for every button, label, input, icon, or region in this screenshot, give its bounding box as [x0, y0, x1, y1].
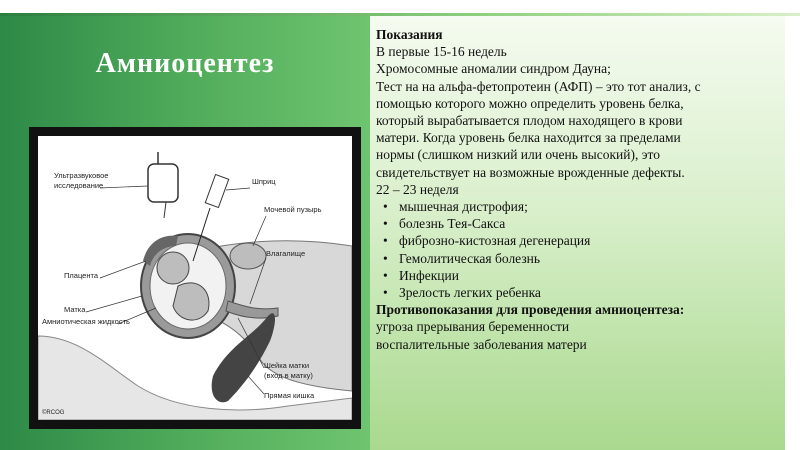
bladder-shape [230, 243, 266, 269]
indications-heading: Показания [376, 27, 443, 42]
label-placenta: Плацента [64, 271, 98, 280]
bullet-icon: • [383, 233, 388, 249]
text-line: который вырабатывается плодом находящего в крови [376, 113, 683, 129]
slide-title: Амниоцентез [95, 48, 275, 79]
label-rectum: Прямая кишка [264, 391, 315, 400]
label-uterus: Матка [64, 305, 86, 314]
amniocentesis-diagram [38, 136, 352, 420]
list-item: • Инфекции [383, 267, 459, 283]
label-ultrasound-2: исследование [54, 181, 104, 190]
list-item: • фиброзно-кистозная дегенерация [383, 233, 591, 249]
bullet-icon: • [383, 199, 388, 215]
text-line: Тест на на альфа-фетопротеин (АФП) – это тот анализ, с [376, 78, 701, 94]
text-line: матери. Когда уровень белка находится за пределами [376, 130, 681, 146]
label-copyright: ©RCOG [42, 410, 65, 416]
label-syringe: Шприц [252, 177, 276, 186]
text-line: В первые 15-16 недель [376, 44, 507, 60]
diagram-svg [38, 136, 352, 420]
indications-list [376, 198, 781, 301]
content-text [376, 26, 781, 353]
list-item: • болезнь Тея-Сакса [383, 216, 506, 232]
contra-line: угроза прерывания беременности [376, 319, 570, 335]
label-ultrasound-1: Ультразвуковое [54, 171, 109, 180]
syringe-body [205, 175, 228, 208]
bullet-icon: • [383, 250, 388, 266]
label-bladder: Мочевой пузырь [264, 205, 322, 214]
text-line: помощью которого можно определить уровень белка, [376, 95, 684, 111]
text-line: нормы (слишком низкий или очень высокий), это [376, 147, 661, 163]
label-amniotic: Амниотическая жидкость [42, 317, 130, 326]
bullet-icon: • [383, 285, 388, 301]
contraindications-heading: Противопоказания для проведения амниоцентеза: [376, 302, 685, 318]
probe-tip [164, 202, 166, 218]
text-line: 22 – 23 неделя [376, 181, 459, 197]
bullet-icon: • [383, 267, 388, 283]
label-cervix-2: (вход в матку) [264, 371, 313, 380]
list-item: • Зрелость легких ребенка [383, 285, 541, 301]
fetus-head [157, 252, 189, 284]
diagram-frame [29, 127, 361, 429]
bullet-icon: • [383, 216, 388, 232]
ultrasound-probe [148, 164, 178, 202]
text-line: свидетельствует на возможные врожденные дефекты. [376, 164, 685, 180]
list-item: • мышечная дистрофия; [383, 199, 528, 215]
list-item: • Гемолитическая болезнь [383, 250, 541, 266]
contra-line: воспалительные заболевания матери [376, 336, 587, 352]
label-vagina: Влагалище [266, 249, 306, 258]
fetus-body [173, 283, 209, 320]
label-cervix-1: Шейка матки [264, 361, 310, 370]
text-line: Хромосомные аномалии синдром Дауна; [376, 61, 611, 77]
